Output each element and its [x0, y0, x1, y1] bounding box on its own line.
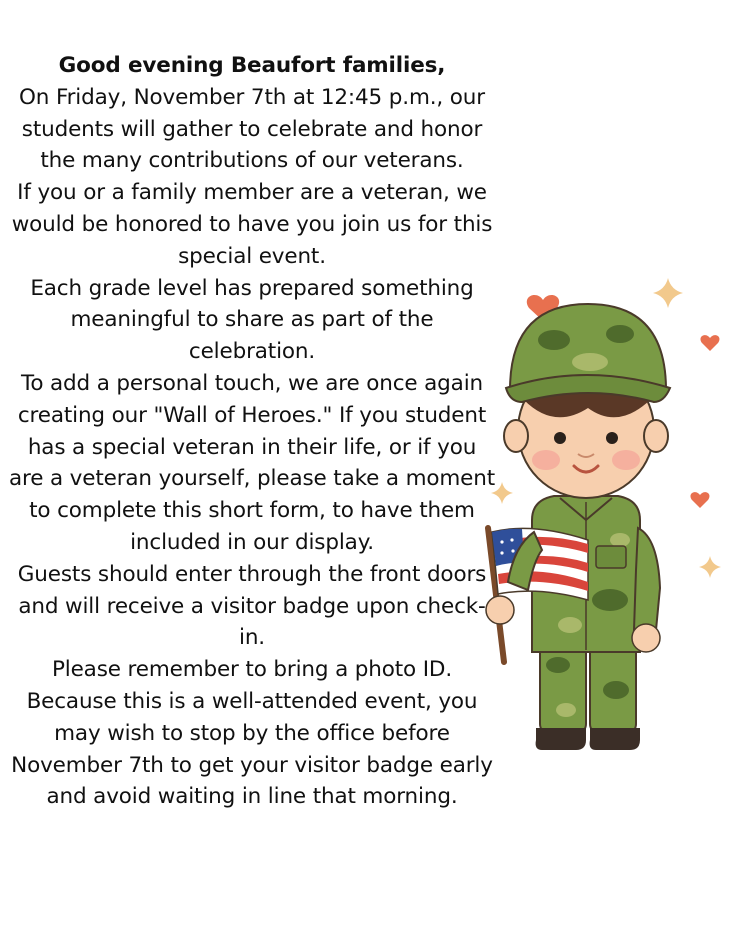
paragraph-guest-entry: Guests should enter through the front doors and will receive a visitor badge upon check-in. — [17, 561, 487, 651]
greeting-heading: Good evening Beaufort families, — [58, 53, 446, 78]
sparkle-icon — [491, 482, 513, 504]
paragraph-grade-levels: Each grade level has prepared something meaningful to share as part of the celebration. — [30, 275, 474, 365]
soldier-illustration — [470, 270, 730, 770]
sparkle-icon — [699, 556, 721, 578]
paragraph-invitation: If you or a family member are a veteran, we would be honored to have you join us for this special event. — [11, 180, 493, 269]
paragraph-event-date: On Friday, November 7th at 12:45 p.m., our students will gather to celebrate and honor the many contributions of our veterans. — [19, 84, 485, 174]
letter-body — [8, 50, 496, 813]
us-flag — [492, 528, 588, 600]
sparkle-icon — [653, 278, 683, 308]
paragraph-wall-of-heroes: To add a personal touch, we are once again creating our "Wall of Heroes." If you student has a special veteran in their life, or if you are a veteran yourself, please take a moment to complete this short form, to have them included in our display. — [8, 370, 496, 555]
paragraph-visitor-badge: Because this is a well-attended event, you may wish to stop by the office before November 7th to get your visitor badge early and avoid waiting in line that morning. — [11, 688, 493, 810]
heart-icon — [701, 335, 720, 351]
heart-icon — [691, 492, 710, 508]
paragraph-photo-id: Please remember to bring a photo ID. — [51, 657, 453, 683]
